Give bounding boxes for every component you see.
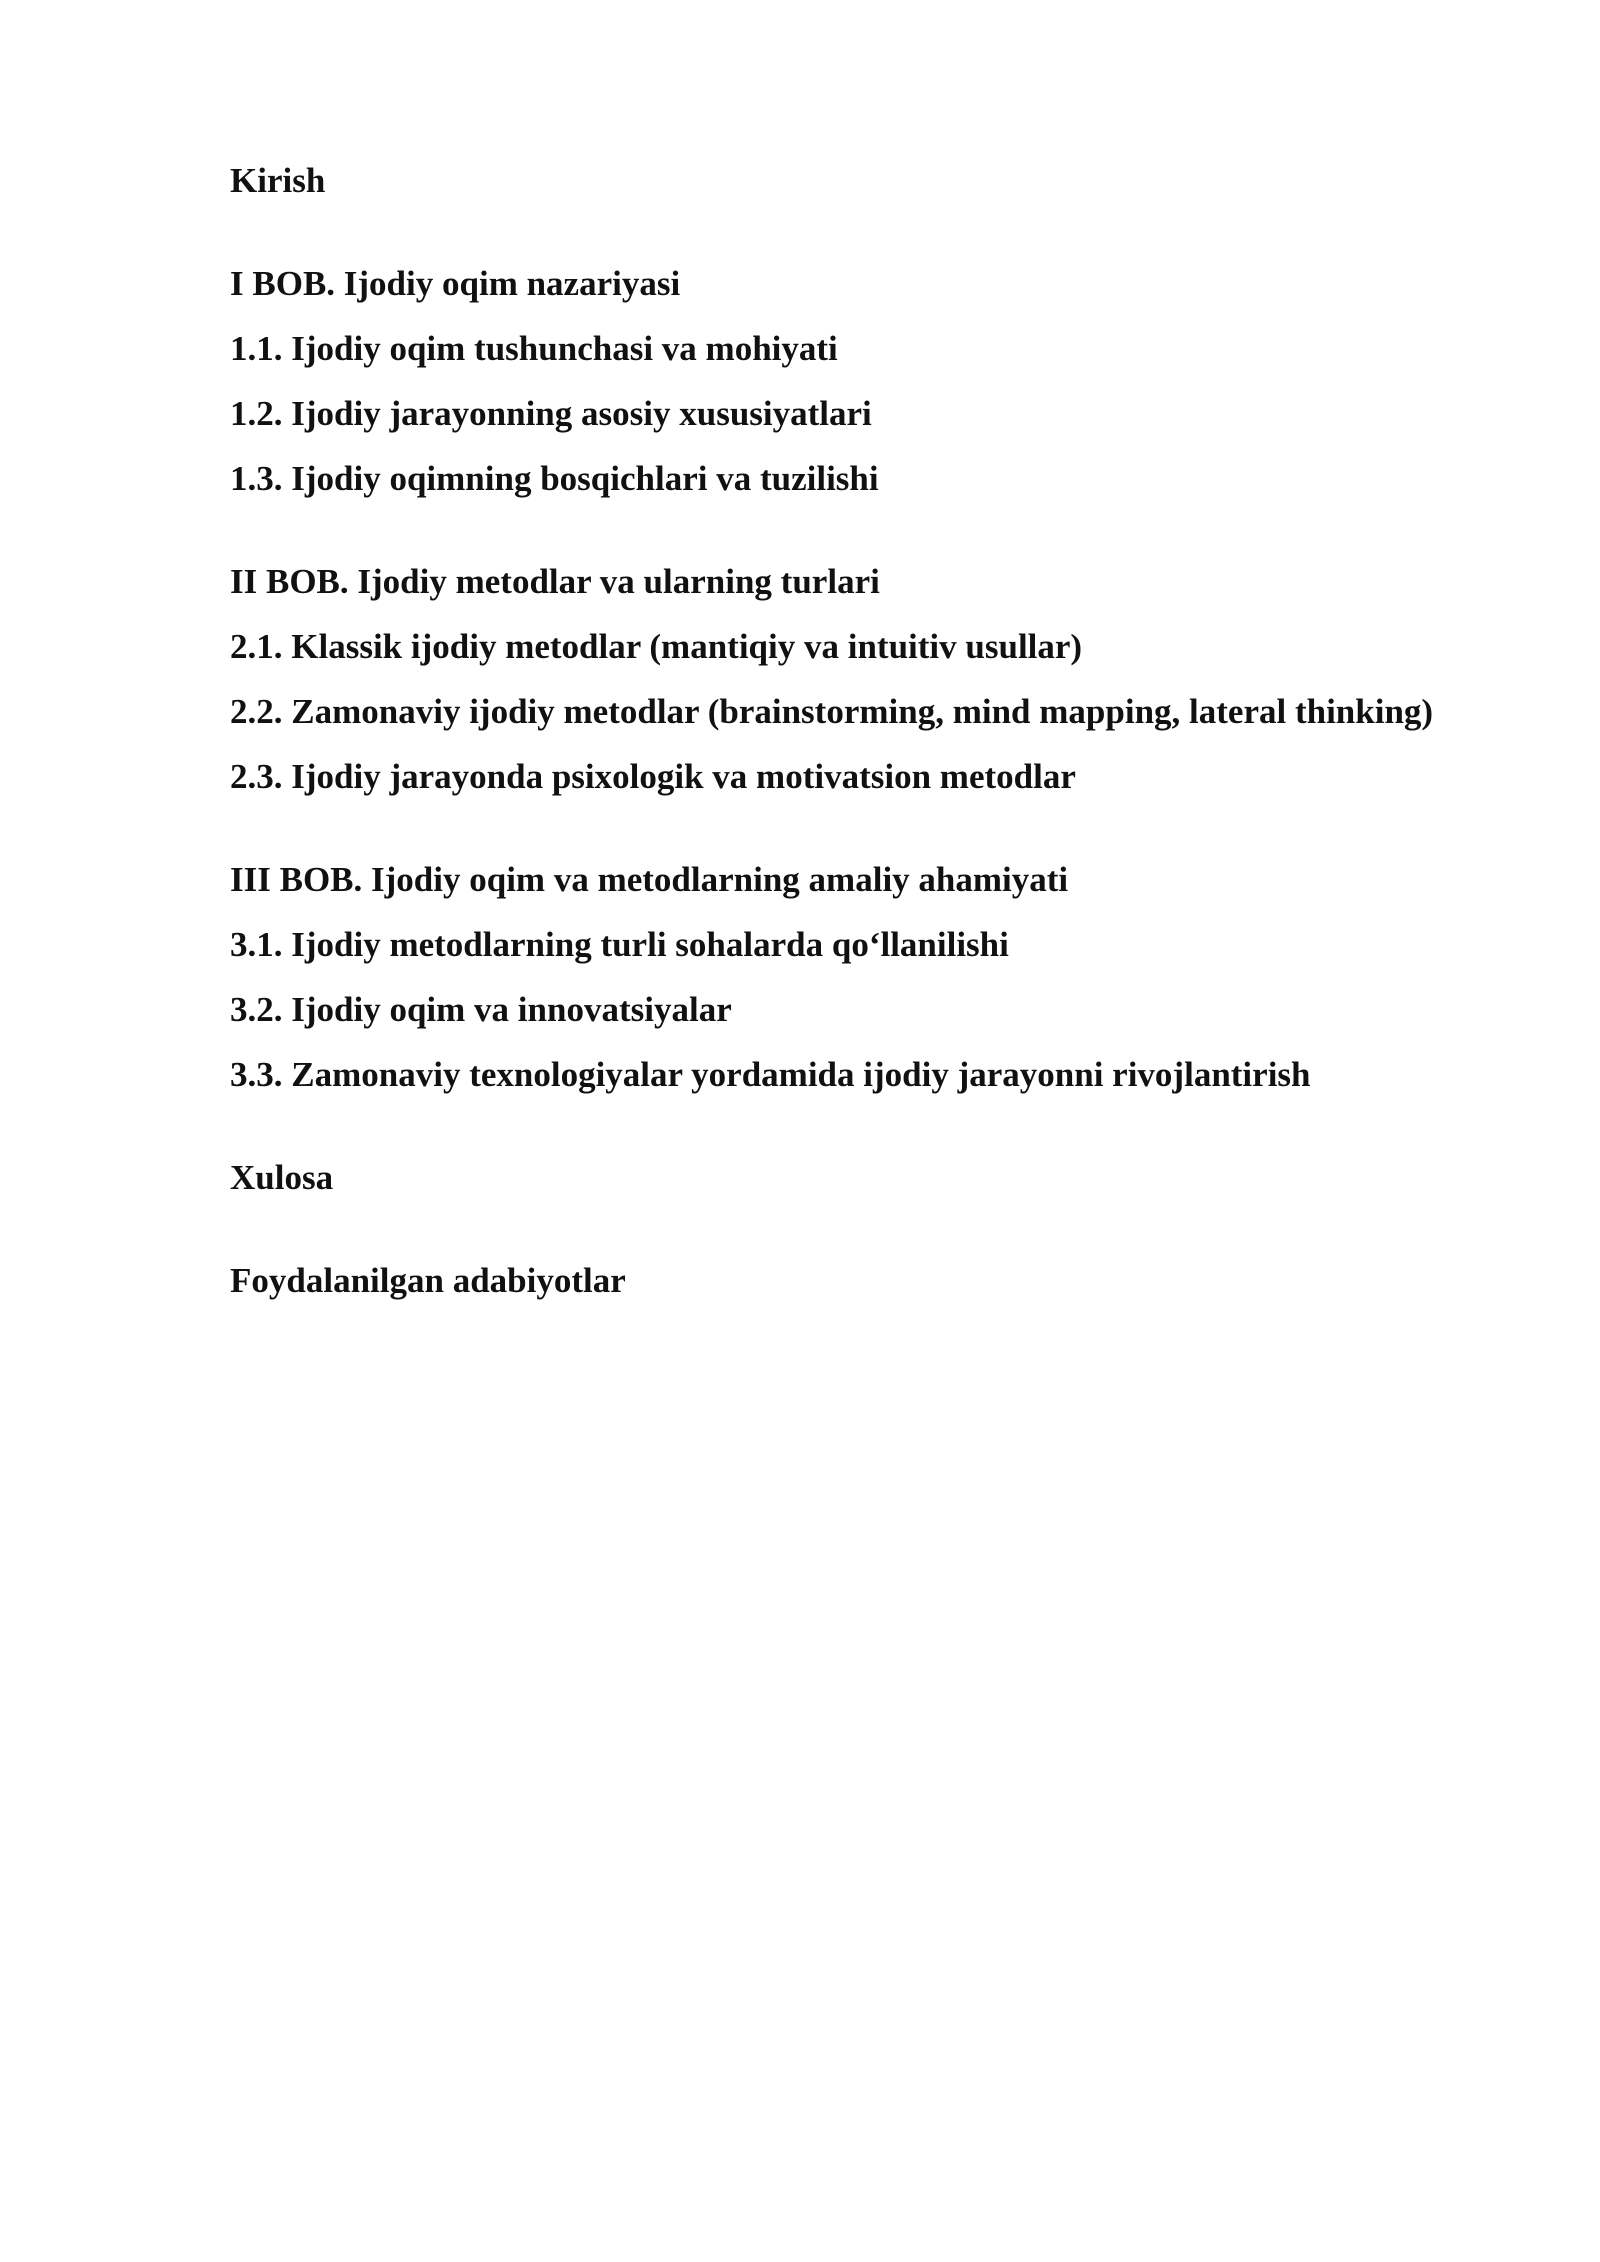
toc-chapter-1 (230, 251, 1460, 511)
toc-references: Foydalanilgan adabiyotlar (230, 1261, 626, 1300)
toc-chapter-2 (230, 549, 1460, 809)
toc-intro: Kirish (230, 161, 326, 200)
chapter-title: I BOB. Ijodiy oqim nazariyasi (230, 264, 681, 303)
toc-chapter-3 (230, 847, 1460, 1107)
chapter-title: II BOB. Ijodiy metodlar va ularning turlari (230, 562, 880, 601)
toc-item: 2.3. Ijodiy jarayonda psixologik va motivatsion metodlar (230, 757, 1076, 796)
toc-item: 3.3. Zamonaviy texnologiyalar yordamida ijodiy jarayonni rivojlantirish (230, 1055, 1311, 1094)
chapter-title: III BOB. Ijodiy oqim va metodlarning amaliy ahamiyati (230, 860, 1069, 899)
toc-item: 2.2. Zamonaviy ijodiy metodlar (brainstorming, mind mapping, lateral thinking) (230, 692, 1434, 731)
toc-item: 1.2. Ijodiy jarayonning asosiy xususiyatlari (230, 394, 872, 433)
toc-item: 3.1. Ijodiy metodlarning turli sohalarda qo‘llanilishi (230, 925, 1009, 964)
toc-item: 1.1. Ijodiy oqim tushunchasi va mohiyati (230, 329, 838, 368)
table-of-contents (230, 148, 1460, 1313)
toc-item: 1.3. Ijodiy oqimning bosqichlari va tuzilishi (230, 459, 879, 498)
toc-conclusion: Xulosa (230, 1158, 334, 1197)
toc-item: 3.2. Ijodiy oqim va innovatsiyalar (230, 990, 732, 1029)
toc-item: 2.1. Klassik ijodiy metodlar (mantiqiy va intuitiv usullar) (230, 627, 1083, 666)
